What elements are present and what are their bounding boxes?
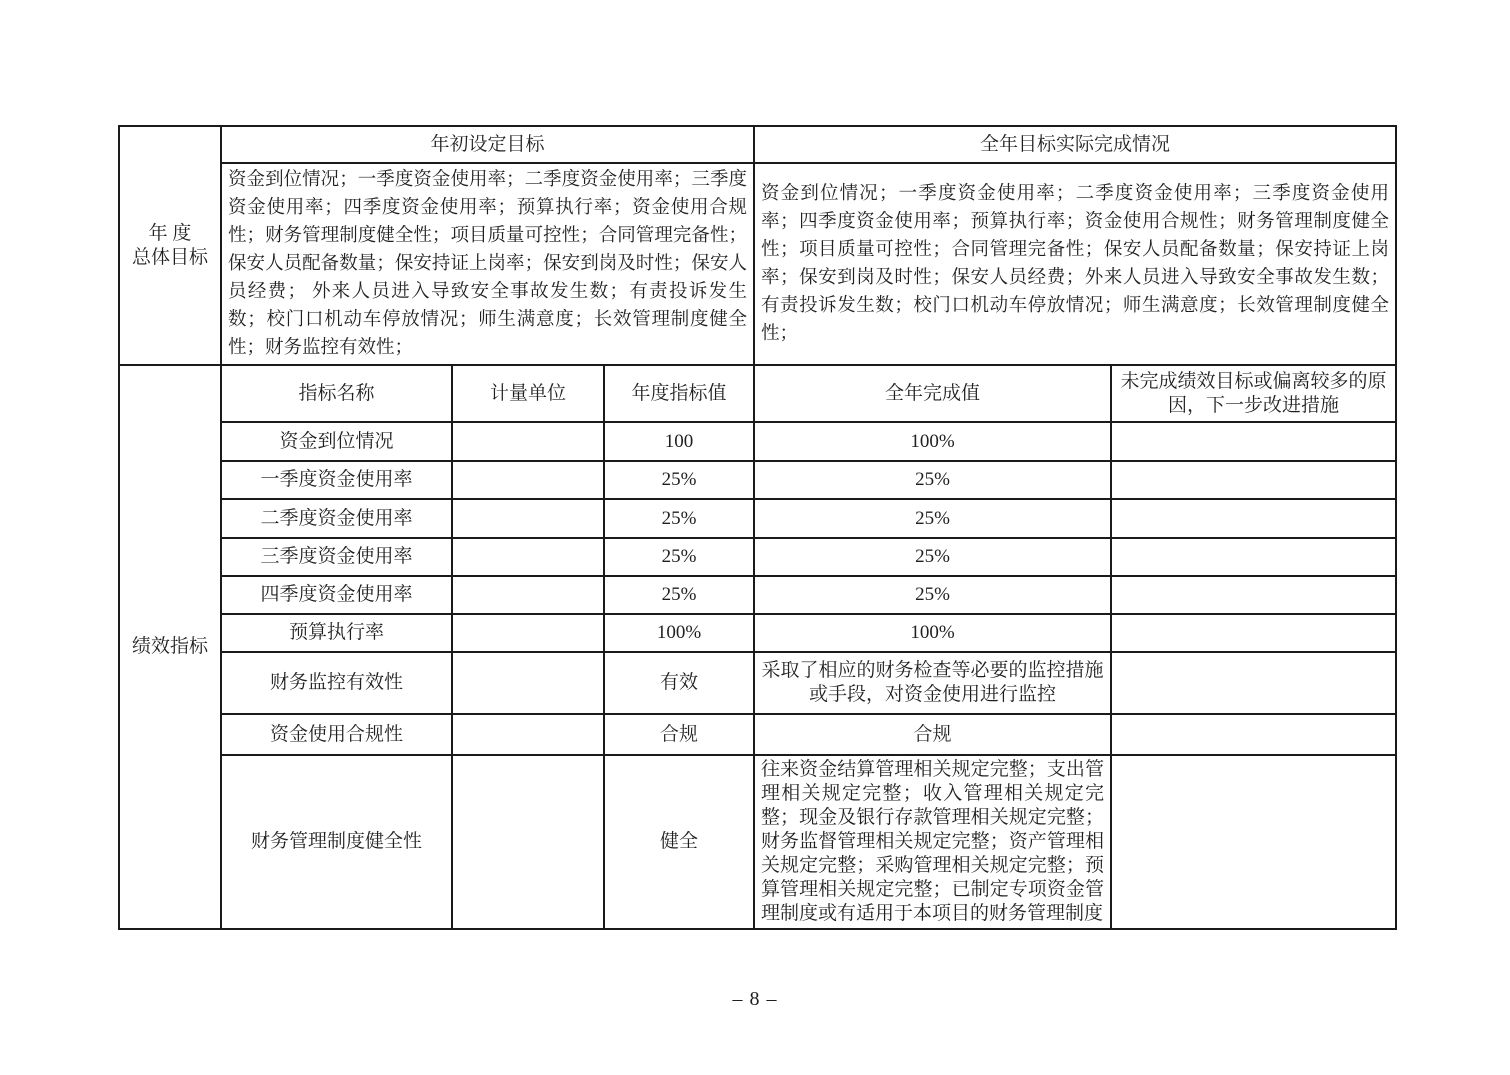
- actual-cell: 25%: [754, 538, 1111, 576]
- indicator-name-cell: 财务监控有效性: [221, 652, 452, 714]
- table-row: [119, 461, 1396, 499]
- annual-goal-label-line1: 年 度: [148, 222, 192, 244]
- reason-cell: [1111, 614, 1396, 652]
- annual-goal-label-line2: 总体目标: [131, 246, 208, 268]
- table-row: [119, 614, 1396, 652]
- actual-cell: 采取了相应的财务检查等必要的监控措施或手段，对资金使用进行监控: [754, 652, 1111, 714]
- header-indicator-name: 指标名称: [221, 365, 452, 422]
- indicator-name-cell: 资金使用合规性: [221, 714, 452, 755]
- indicator-name-cell: 财务管理制度健全性: [221, 755, 452, 929]
- reason-cell: [1111, 422, 1396, 461]
- table-row: [119, 576, 1396, 614]
- table-row-indicator-headers: [119, 365, 1396, 422]
- table-row: [119, 499, 1396, 538]
- table-row: [119, 422, 1396, 461]
- table-row: [119, 538, 1396, 576]
- unit-cell: [452, 461, 604, 499]
- table-row: [119, 652, 1396, 714]
- actual-cell: 100%: [754, 422, 1111, 461]
- indicator-name-cell: 资金到位情况: [221, 422, 452, 461]
- annual-goal-row-label: [119, 126, 221, 365]
- header-uncompleted-reason: 未完成绩效目标或偏离较多的原因，下一步改进措施: [1111, 365, 1396, 422]
- header-annual-actual: 全年完成值: [754, 365, 1111, 422]
- page-number: – 8 –: [732, 988, 778, 1010]
- initial-goal-text-cell: [221, 163, 754, 365]
- reason-cell: [1111, 499, 1396, 538]
- unit-cell: [452, 652, 604, 714]
- actual-cell: 往来资金结算管理相关规定完整；支出管理相关规定完整；收入管理相关规定完整；现金及银行存款管理相关规定完整；财务监督管理相关规定完整；资产管理相关规定完整；采购管理相关规定完整；预算管理相关规定完整；已制定专项资金管理制度或有适用于本项目的财务管理制度: [754, 755, 1111, 929]
- initial-goal-paragraph: 资金到位情况；一季度资金使用率；二季度资金使用率；三季度资金使用率；四季度资金使用率；预算执行率；资金使用合规性；财务管理制度健全性；项目质量可控性；合同管理完备性；保安人员配备数量；保安持证上岗率；保安到岗及时性；保安人员经费； 外来人员进入导致安全事故发生数；有责投诉发生数；校门口机动车停放情况；师生满意度；长效管理制度健全性；财务监控有效性；: [228, 170, 747, 358]
- target-cell: 25%: [604, 576, 754, 614]
- unit-cell: [452, 614, 604, 652]
- reason-cell: [1111, 538, 1396, 576]
- reason-cell: [1111, 461, 1396, 499]
- unit-cell: [452, 538, 604, 576]
- indicator-name-cell: 二季度资金使用率: [221, 499, 452, 538]
- indicator-name-cell: 一季度资金使用率: [221, 461, 452, 499]
- actual-cell: 25%: [754, 461, 1111, 499]
- target-cell: 25%: [604, 499, 754, 538]
- actual-cell: 25%: [754, 576, 1111, 614]
- indicator-name-cell: 预算执行率: [221, 614, 452, 652]
- header-measure-unit: 计量单位: [452, 365, 604, 422]
- actual-cell: 100%: [754, 614, 1111, 652]
- table-row-goal-headers: [119, 126, 1396, 163]
- actual-completion-text-cell: [754, 163, 1396, 365]
- initial-goal-header-cell: 年初设定目标: [221, 126, 754, 163]
- header-annual-target: 年度指标值: [604, 365, 754, 422]
- unit-cell: [452, 576, 604, 614]
- target-cell: 合规: [604, 714, 754, 755]
- unit-cell: [452, 755, 604, 929]
- actual-cell: 合规: [754, 714, 1111, 755]
- unit-cell: [452, 499, 604, 538]
- indicator-name-cell: 三季度资金使用率: [221, 538, 452, 576]
- reason-cell: [1111, 652, 1396, 714]
- reason-cell: [1111, 755, 1396, 929]
- unit-cell: [452, 422, 604, 461]
- actual-cell: 25%: [754, 499, 1111, 538]
- reason-cell: [1111, 576, 1396, 614]
- indicator-name-cell: 四季度资金使用率: [221, 576, 452, 614]
- table-row: [119, 714, 1396, 755]
- indicators-row-label: 绩效指标: [119, 365, 221, 929]
- target-cell: 有效: [604, 652, 754, 714]
- actual-completion-header-cell: 全年目标实际完成情况: [754, 126, 1396, 163]
- table-row-goal-text: [119, 163, 1396, 365]
- performance-report-table: [118, 125, 1397, 930]
- target-cell: 25%: [604, 538, 754, 576]
- unit-cell: [452, 714, 604, 755]
- table-row: [119, 755, 1396, 929]
- target-cell: 25%: [604, 461, 754, 499]
- reason-cell: [1111, 714, 1396, 755]
- target-cell: 100: [604, 422, 754, 461]
- target-cell: 100%: [604, 614, 754, 652]
- actual-completion-paragraph: 资金到位情况；一季度资金使用率；二季度资金使用率；三季度资金使用率；四季度资金使用率；预算执行率；资金使用合规性；财务管理制度健全性；项目质量可控性；合同管理完备性；保安人员配备数量；保安持证上岗率；保安到岗及时性；保安人员经费；外来人员进入导致安全事故发生数；有责投诉发生数；校门口机动车停放情况；师生满意度；长效管理制度健全性；: [761, 184, 1390, 344]
- target-cell: 健全: [604, 755, 754, 929]
